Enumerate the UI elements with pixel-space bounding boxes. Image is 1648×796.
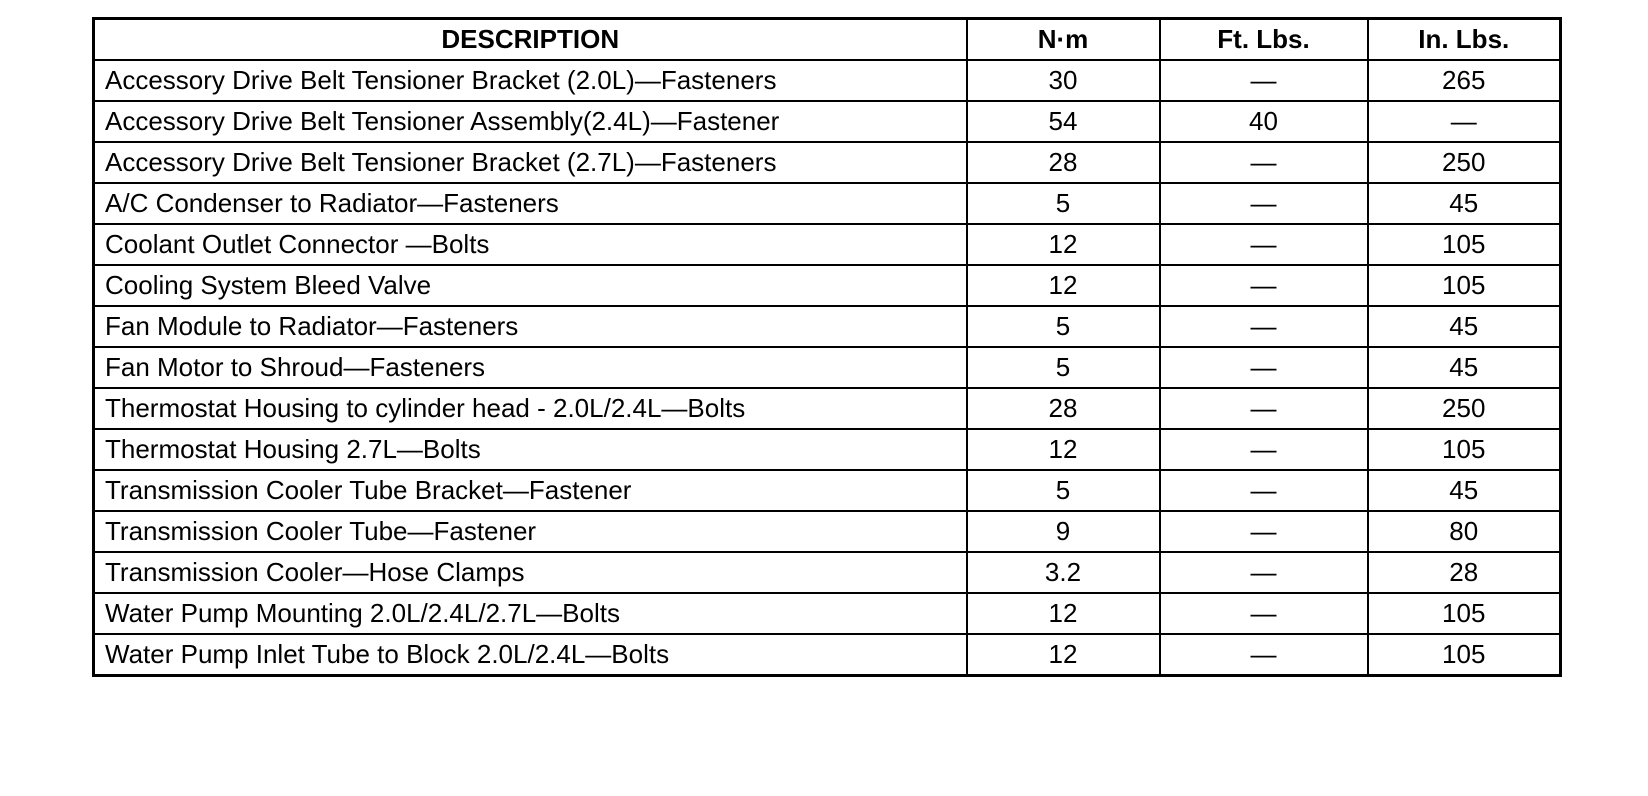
row-foot-pounds: — — [1160, 634, 1368, 676]
row-inch-pounds: 80 — [1368, 511, 1561, 552]
table-row — [94, 511, 1561, 552]
row-newton-meters: 5 — [967, 306, 1160, 347]
row-foot-pounds: — — [1160, 593, 1368, 634]
header-description: DESCRIPTION — [94, 19, 967, 61]
table-row — [94, 224, 1561, 265]
row-newton-meters: 30 — [967, 60, 1160, 101]
table-row — [94, 552, 1561, 593]
row-inch-pounds: 105 — [1368, 265, 1561, 306]
row-inch-pounds: 265 — [1368, 60, 1561, 101]
table-row — [94, 593, 1561, 634]
row-description: Fan Motor to Shroud—Fasteners — [94, 347, 967, 388]
table-row — [94, 429, 1561, 470]
row-inch-pounds: 105 — [1368, 429, 1561, 470]
row-foot-pounds: — — [1160, 142, 1368, 183]
row-description: Accessory Drive Belt Tensioner Assembly(2.4L)—Fastener — [94, 101, 967, 142]
row-foot-pounds: — — [1160, 60, 1368, 101]
row-foot-pounds: — — [1160, 511, 1368, 552]
row-description: A/C Condenser to Radiator—Fasteners — [94, 183, 967, 224]
row-inch-pounds: 105 — [1368, 224, 1561, 265]
row-newton-meters: 9 — [967, 511, 1160, 552]
row-inch-pounds: 105 — [1368, 593, 1561, 634]
table-row — [94, 265, 1561, 306]
row-description: Accessory Drive Belt Tensioner Bracket (2.7L)—Fasteners — [94, 142, 967, 183]
row-newton-meters: 12 — [967, 634, 1160, 676]
row-newton-meters: 5 — [967, 470, 1160, 511]
table-row — [94, 634, 1561, 676]
row-description: Water Pump Mounting 2.0L/2.4L/2.7L—Bolts — [94, 593, 967, 634]
row-description: Fan Module to Radiator—Fasteners — [94, 306, 967, 347]
row-description: Transmission Cooler Tube Bracket—Fastener — [94, 470, 967, 511]
row-newton-meters: 12 — [967, 593, 1160, 634]
row-inch-pounds: 45 — [1368, 306, 1561, 347]
row-foot-pounds: — — [1160, 347, 1368, 388]
header-inch-pounds: In. Lbs. — [1368, 19, 1561, 61]
row-inch-pounds: 45 — [1368, 470, 1561, 511]
row-inch-pounds: 28 — [1368, 552, 1561, 593]
row-foot-pounds: — — [1160, 224, 1368, 265]
table-row — [94, 347, 1561, 388]
row-foot-pounds: — — [1160, 306, 1368, 347]
row-foot-pounds: — — [1160, 265, 1368, 306]
row-newton-meters: 5 — [967, 347, 1160, 388]
table-row — [94, 101, 1561, 142]
row-description: Thermostat Housing 2.7L—Bolts — [94, 429, 967, 470]
row-inch-pounds: 45 — [1368, 183, 1561, 224]
table-body — [94, 60, 1561, 676]
row-foot-pounds: — — [1160, 388, 1368, 429]
row-foot-pounds: — — [1160, 429, 1368, 470]
row-description: Transmission Cooler Tube—Fastener — [94, 511, 967, 552]
row-inch-pounds: 105 — [1368, 634, 1561, 676]
table-row — [94, 388, 1561, 429]
row-newton-meters: 5 — [967, 183, 1160, 224]
row-foot-pounds: 40 — [1160, 101, 1368, 142]
table-header-row — [94, 19, 1561, 61]
row-newton-meters: 28 — [967, 388, 1160, 429]
table-row — [94, 60, 1561, 101]
table-row — [94, 306, 1561, 347]
row-description: Coolant Outlet Connector —Bolts — [94, 224, 967, 265]
row-inch-pounds: 250 — [1368, 388, 1561, 429]
row-newton-meters: 28 — [967, 142, 1160, 183]
row-description: Transmission Cooler—Hose Clamps — [94, 552, 967, 593]
header-foot-pounds: Ft. Lbs. — [1160, 19, 1368, 61]
row-inch-pounds: — — [1368, 101, 1561, 142]
row-inch-pounds: 250 — [1368, 142, 1561, 183]
torque-specifications-table — [92, 17, 1562, 677]
row-foot-pounds: — — [1160, 552, 1368, 593]
row-newton-meters: 3.2 — [967, 552, 1160, 593]
row-description: Thermostat Housing to cylinder head - 2.0L/2.4L—Bolts — [94, 388, 967, 429]
row-newton-meters: 12 — [967, 265, 1160, 306]
table-row — [94, 470, 1561, 511]
row-description: Cooling System Bleed Valve — [94, 265, 967, 306]
row-foot-pounds: — — [1160, 183, 1368, 224]
table-row — [94, 183, 1561, 224]
header-newton-meters: N·m — [967, 19, 1160, 61]
table-row — [94, 142, 1561, 183]
row-inch-pounds: 45 — [1368, 347, 1561, 388]
row-newton-meters: 12 — [967, 429, 1160, 470]
row-newton-meters: 12 — [967, 224, 1160, 265]
row-foot-pounds: — — [1160, 470, 1368, 511]
row-description: Water Pump Inlet Tube to Block 2.0L/2.4L—Bolts — [94, 634, 967, 676]
row-newton-meters: 54 — [967, 101, 1160, 142]
row-description: Accessory Drive Belt Tensioner Bracket (2.0L)—Fasteners — [94, 60, 967, 101]
